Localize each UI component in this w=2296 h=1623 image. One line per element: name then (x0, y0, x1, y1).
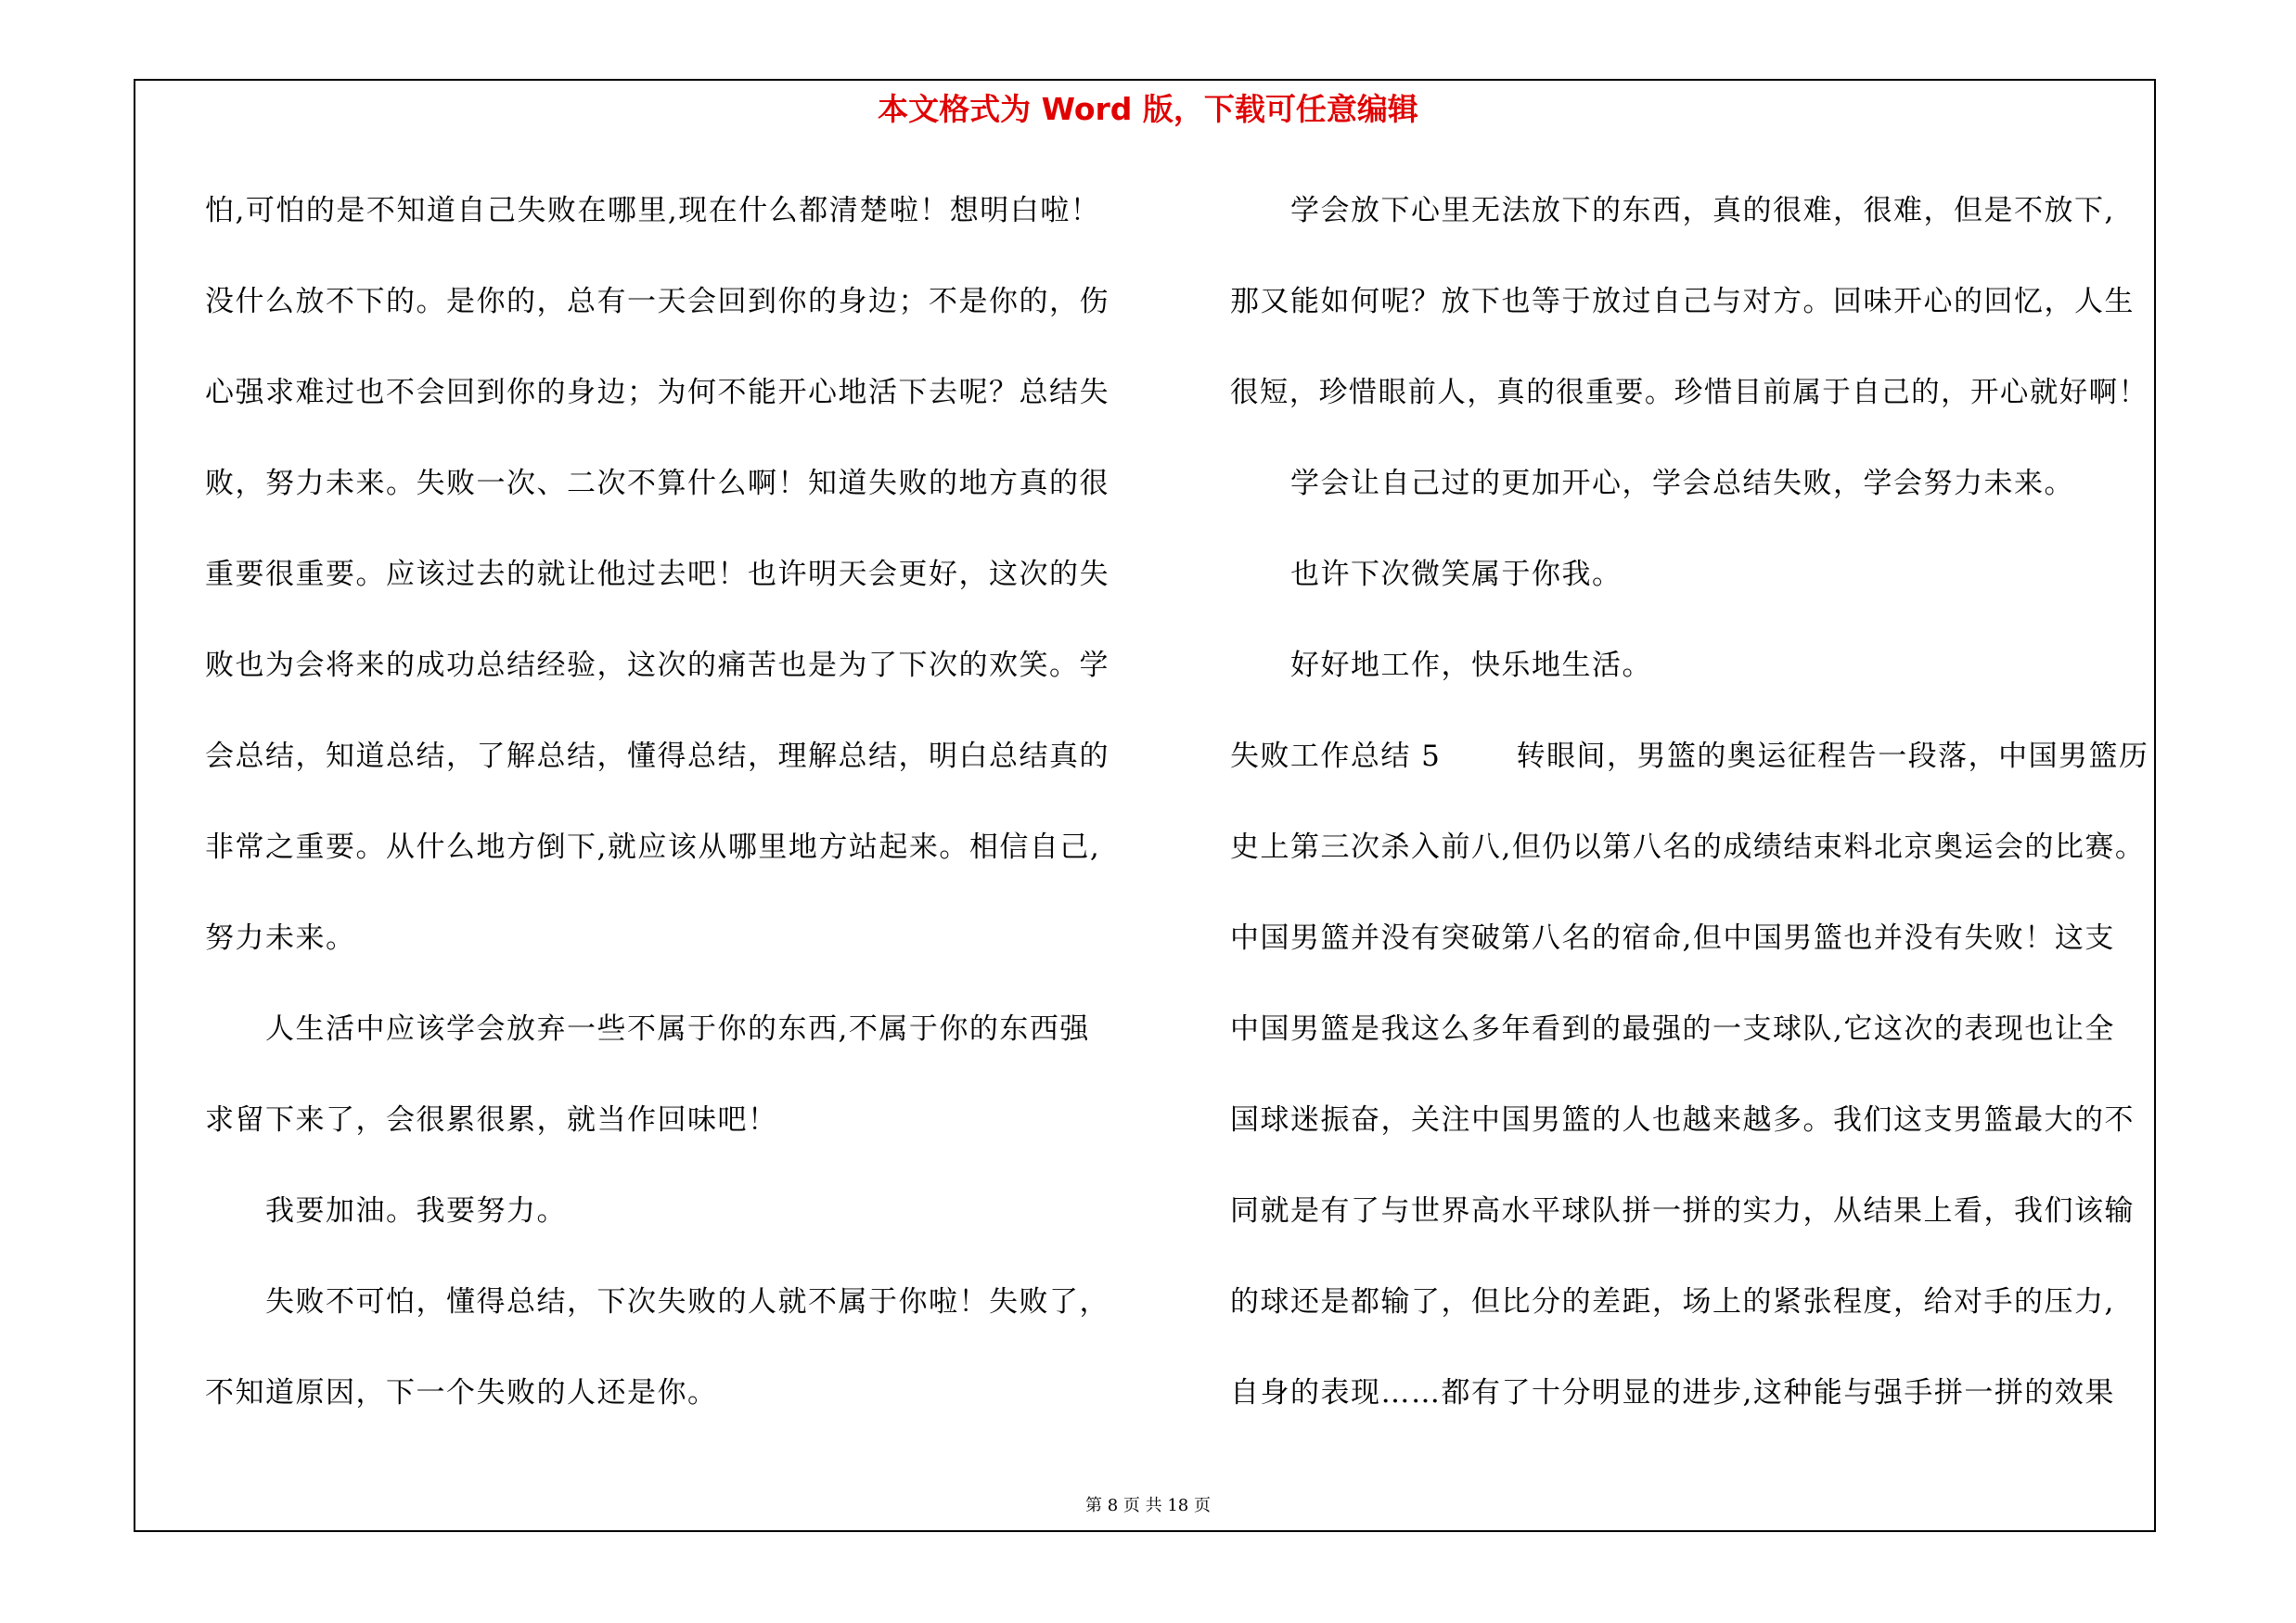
paragraph-line: 好好地工作，快乐地生活。 (1290, 649, 1652, 682)
paragraph-line: 学会放下心里无法放下的东西，真的很难，很难，但是不放下, (1290, 194, 2115, 227)
paragraph-line: 失败不可怕，懂得总结，下次失败的人就不属于你啦！失败了， (265, 1285, 1110, 1319)
paragraph-line: 自身的表现……都有了十分明显的进步,这种能与强手拼一拼的效果 (1230, 1376, 2115, 1410)
paragraph-line: 心强求难过也不会回到你的身边；为何不能开心地活下去呢？总结失 (205, 376, 1110, 409)
page-number-footer: 第 8 页 共 18 页 (1085, 1496, 1211, 1515)
paragraph-line: 努力未来。 (205, 921, 356, 955)
left-text-column (205, 183, 1133, 1456)
paragraph-line: 国球迷振奋，关注中国男篮的人也越来越多。我们这支男篮最大的不 (1230, 1103, 2135, 1137)
section-heading-row (1230, 728, 2158, 819)
paragraph-line: 败，努力未来。失败一次、二次不算什么啊！知道失败的地方真的很 (205, 467, 1110, 500)
paragraph-line: 中国男篮并没有突破第八名的宿命,但中国男篮也并没有失败！这支 (1230, 921, 2115, 955)
paragraph-line: 学会让自己过的更加开心，学会总结失败，学会努力未来。 (1290, 467, 2074, 500)
paragraph-line: 求留下来了，会很累很累，就当作回味吧！ (205, 1103, 778, 1137)
paragraph-line: 会总结，知道总结，了解总结，懂得总结，理解总结，明白总结真的 (205, 740, 1110, 773)
paragraph-line: 败也为会将来的成功总结经验，这次的痛苦也是为了下次的欢笑。学 (205, 649, 1110, 682)
paragraph-line: 那又能如何呢？放下也等于放过自己与对方。回味开心的回忆，人生 (1230, 285, 2135, 318)
paragraph-line: 我要加油。我要努力。 (265, 1194, 567, 1228)
paragraph-line: 同就是有了与世界高水平球队拼一拼的实力，从结果上看，我们该输 (1230, 1194, 2135, 1228)
section-first-line: 转眼间，男篮的奥运征程告一段落，中国男篮历 (1516, 740, 2149, 773)
paragraph-line: 怕,可怕的是不知道自己失败在哪里,现在什么都清楚啦！想明白啦！ (205, 194, 1101, 227)
format-notice-banner: 本文格式为 Word 版，下载可任意编辑 (878, 91, 1418, 127)
paragraph-line: 重要很重要。应该过去的就让他过去吧！也许明天会更好，这次的失 (205, 558, 1110, 591)
paragraph-line: 的球还是都输了，但比分的差距，场上的紧张程度，给对手的压力, (1230, 1285, 2115, 1319)
paragraph-line: 史上第三次杀入前八,但仍以第八名的成绩结束料北京奥运会的比赛。 (1230, 831, 2146, 864)
paragraph-line: 没什么放不下的。是你的，总有一天会回到你的身边；不是你的，伤 (205, 285, 1110, 318)
paragraph-line: 不知道原因，下一个失败的人还是你。 (205, 1376, 718, 1410)
paragraph-line: 很短，珍惜眼前人，真的很重要。珍惜目前属于自己的，开心就好啊！ (1230, 376, 2148, 409)
paragraph-line: 中国男篮是我这么多年看到的最强的一支球队,它这次的表现也让全 (1230, 1012, 2115, 1046)
right-text-column (1230, 183, 2158, 1456)
paragraph-line: 人生活中应该学会放弃一些不属于你的东西,不属于你的东西强 (265, 1012, 1090, 1046)
paragraph-line: 非常之重要。从什么地方倒下,就应该从哪里地方站起来。相信自己, (205, 831, 1101, 864)
paragraph-line: 也许下次微笑属于你我。 (1290, 558, 1623, 591)
section-heading: 失败工作总结 5 (1230, 740, 1442, 773)
